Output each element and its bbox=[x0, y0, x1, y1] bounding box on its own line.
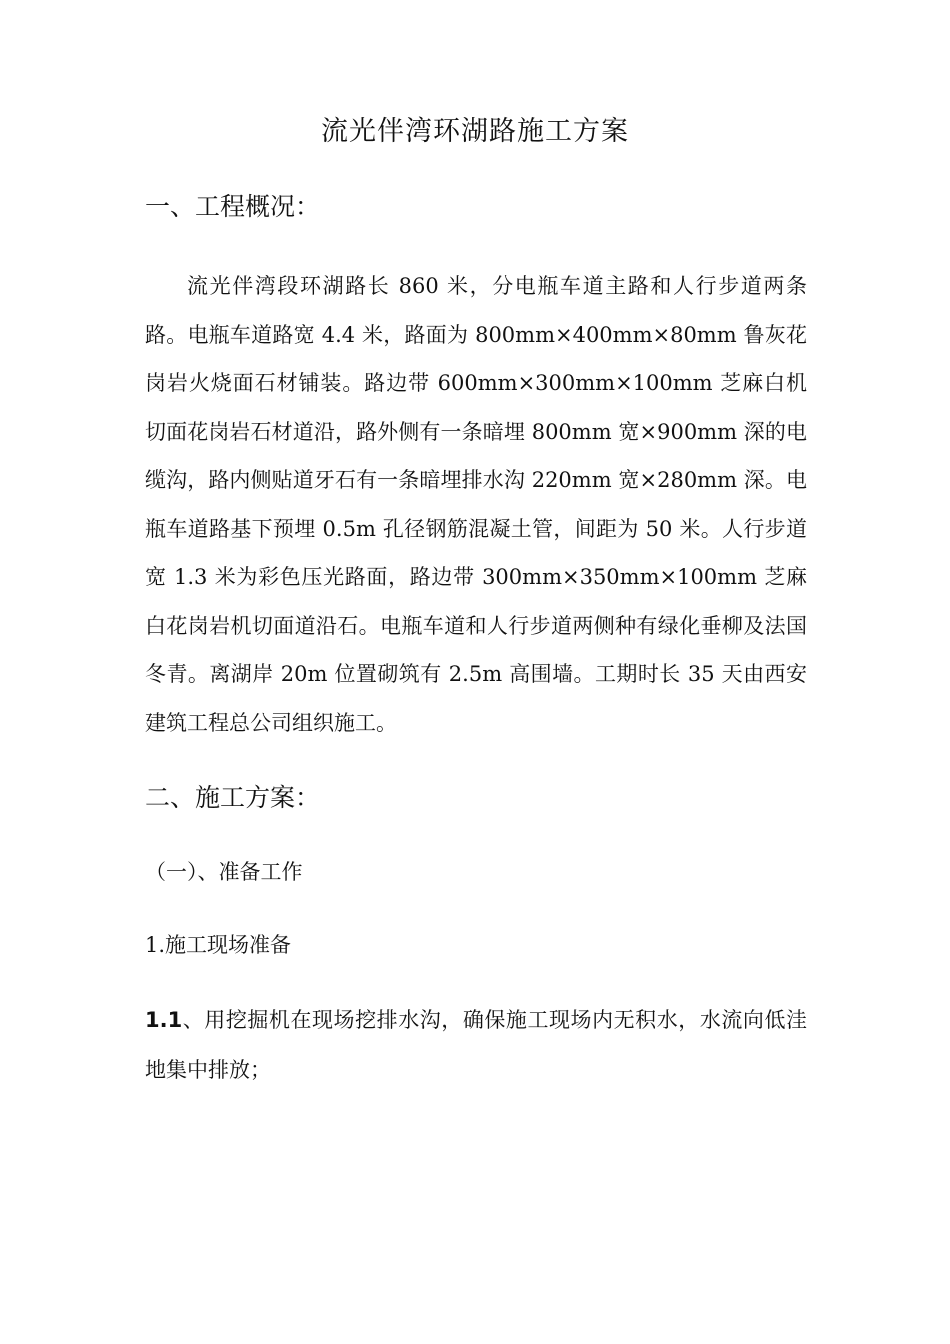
subsubsection-heading-site-prep: 1.施工现场准备 bbox=[145, 933, 292, 957]
list-item-text: 、用挖掘机在现场挖排水沟，确保施工现场内无积水，水流向低洼地集中排放； bbox=[145, 1008, 807, 1082]
section-heading-overview: 一、工程概况： bbox=[145, 192, 321, 221]
overview-paragraph: 流光伴湾段环湖路长 860 米，分电瓶车道主路和人行步道两条路。电瓶车道路宽 4.4 米，路面为 800mm×400mm×80mm 鲁灰花岗岩火烧面石材铺装。路边带 600mm×300mm×100mm 芝麻白机切面花岗岩石材道沿，路外侧有一条暗埋 800mm 宽×900mm 深的电缆沟，路内侧贴道牙石有一条暗埋排水沟 220mm 宽×280mm 深。电瓶车道路基下预埋 0.5m 孔径钢筋混凝土管，间距为 50 米。人行步道宽 1.3 米为彩色压光路面，路边带 300mm×350mm×100mm 芝麻白花岗岩机切面道沿石。电瓶车道和人行步道两侧种有绿化垂柳及法国冬青。离湖岸 20m 位置砌筑有 2.5m 高围墙。工期时长 35 天由西安建筑工程总公司组织施工。 bbox=[145, 274, 807, 735]
section-heading-plan: 二、施工方案： bbox=[145, 783, 321, 812]
subsection-heading-preparation: （一）、准备工作 bbox=[145, 860, 303, 884]
list-item bbox=[145, 995, 807, 1095]
list-item-number: 1.1 bbox=[145, 1008, 183, 1032]
document-title: 流光伴湾环湖路施工方案 bbox=[321, 116, 629, 147]
